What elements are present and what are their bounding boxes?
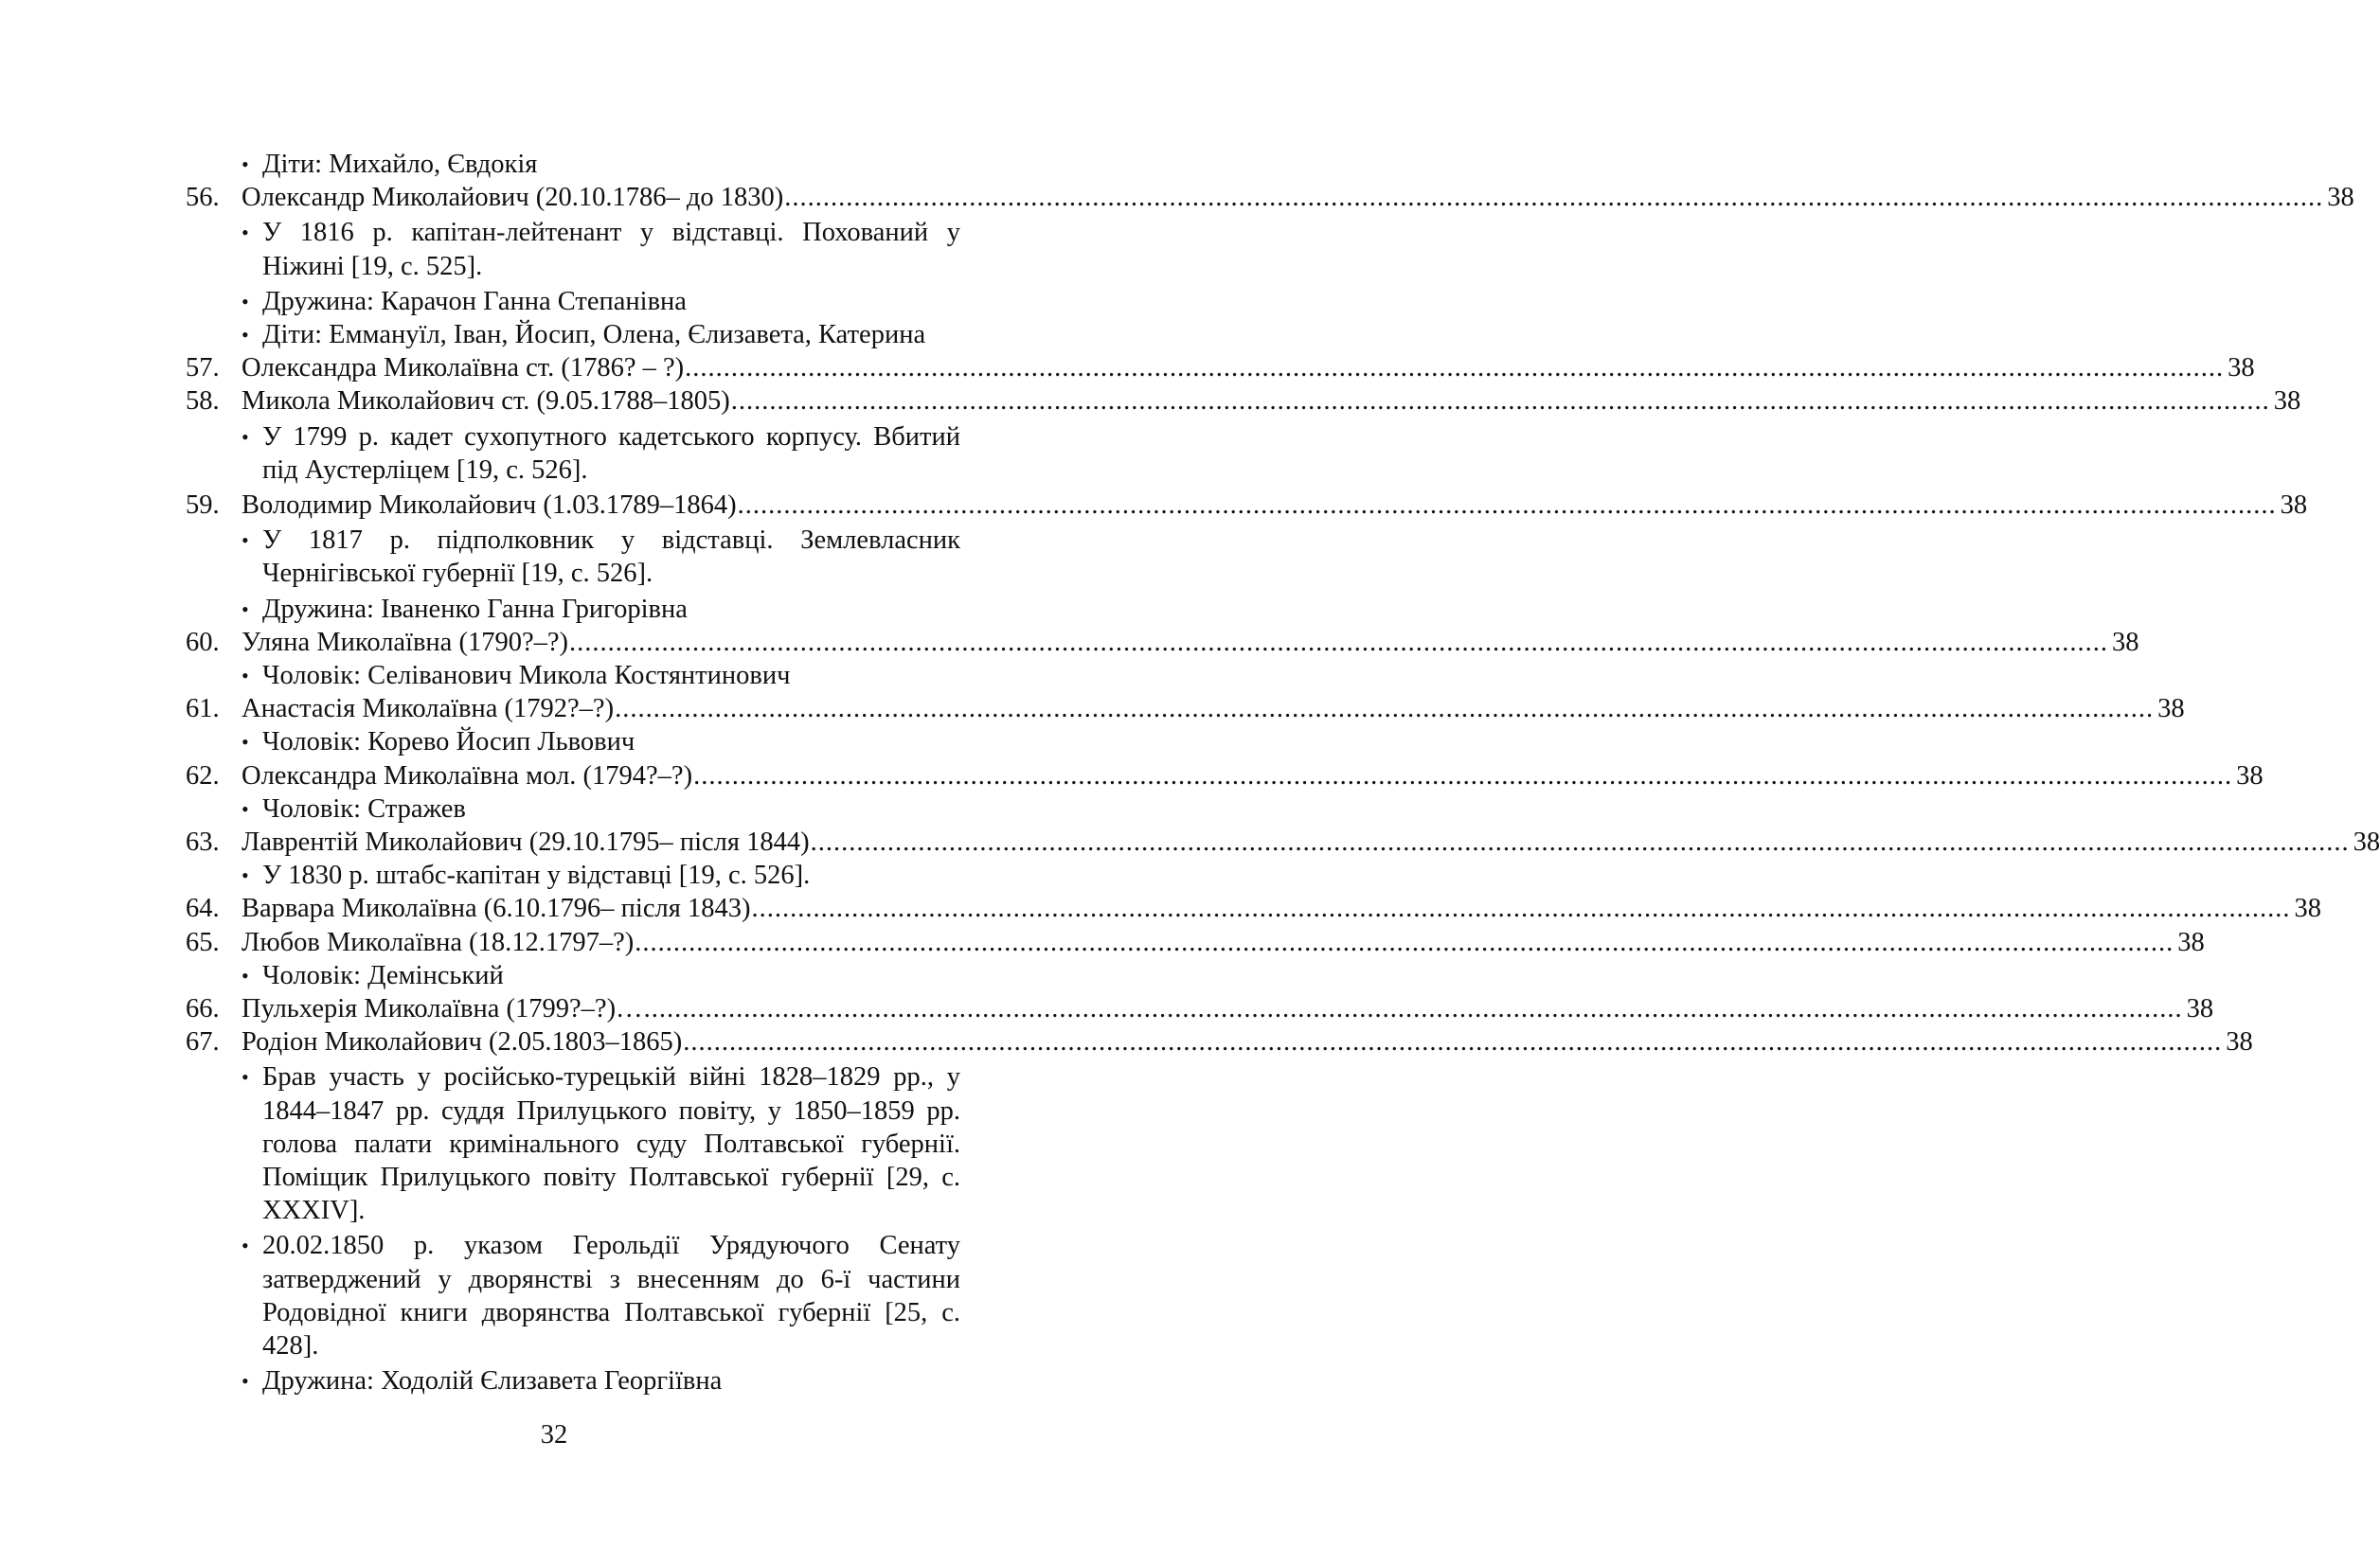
entry-number: 66.	[186, 993, 220, 1023]
bullet-note	[242, 1364, 960, 1397]
bullet-text: Чоловік: Селіванович Микола Костянтинович	[262, 660, 791, 690]
entry-page-number: 38	[2112, 627, 2139, 657]
bullet-icon: •	[242, 796, 249, 821]
bullet-icon: •	[242, 1234, 249, 1258]
dot-leader: ........................................................................................................................................................................................................	[730, 386, 2270, 417]
bullet-icon: •	[242, 424, 249, 449]
bullet-text: Чоловік: Корево Йосип Львович	[262, 727, 635, 757]
entry-page-number: 38	[2228, 353, 2255, 383]
bullet-note	[242, 859, 960, 892]
dot-leader: ........................................................................................................................................................................................................	[569, 627, 2108, 657]
entry-title: Олександра Миколаївна ст. (1786? – ?)	[242, 353, 685, 383]
bullet-icon: •	[242, 289, 249, 313]
bullet-text: Діти: Еммануїл, Іван, Йосип, Олена, Єлизавета, Катерина	[262, 320, 926, 349]
toc-entry	[186, 692, 2185, 725]
entry-number: 60.	[186, 627, 220, 657]
bullet-icon: •	[242, 863, 249, 888]
dot-leader: ........................................................................................................................................................................................................	[615, 694, 2155, 724]
entry-number: 58.	[186, 386, 220, 417]
toc-entry	[186, 626, 2139, 659]
bullet-icon: •	[242, 1065, 249, 1090]
entry-page-number: 38	[2327, 183, 2354, 213]
entry-number: 61.	[186, 694, 220, 724]
entry-number: 56.	[186, 183, 220, 213]
bullet-note	[242, 216, 960, 282]
dot-leader: ........................................................................................................................................................................................................	[685, 353, 2225, 383]
page-content	[186, 148, 2380, 1397]
entry-page-number: 38	[2353, 827, 2380, 857]
bullet-text: Дружина: Ходолій Єлизавета Георгіївна	[262, 1366, 723, 1397]
bullet-note	[242, 318, 960, 351]
bullet-text: Чоловік: Стражев	[262, 793, 466, 824]
bullet-icon: •	[242, 323, 249, 347]
bullet-text: Чоловік: Демінський	[262, 960, 504, 990]
bullet-icon: •	[242, 152, 249, 176]
toc-entry	[186, 759, 2264, 792]
entry-page-number: 38	[2236, 760, 2264, 791]
bullet-note	[242, 659, 960, 692]
dot-leader: ........................................................................................................................................................................................................	[643, 993, 2183, 1023]
entry-number: 64.	[186, 894, 220, 924]
entry-number: 67.	[186, 1027, 220, 1058]
toc-entry	[186, 489, 2308, 522]
entry-page-number: 38	[2157, 694, 2185, 724]
bullet-note	[242, 285, 960, 318]
entry-page-number: 38	[2186, 993, 2214, 1023]
bullet-icon: •	[242, 596, 249, 621]
bullet-icon: •	[242, 528, 249, 553]
entry-title: Анастасія Миколаївна (1792?–?)	[242, 694, 615, 724]
bullet-note	[242, 792, 960, 826]
bullet-text: Дружина: Карачон Ганна Степанівна	[262, 286, 687, 316]
bullet-note	[242, 725, 960, 758]
entry-title: Уляна Миколаївна (1790?–?)	[242, 627, 568, 657]
entry-title: Родіон Миколайович (2.05.1803–1865)	[242, 1027, 683, 1058]
bullet-text: Дружина: Іваненко Ганна Григорівна	[262, 594, 688, 624]
bullet-icon: •	[242, 1369, 249, 1394]
dot-leader: ........................................................................................................................................................................................................	[751, 894, 2291, 924]
entry-number: 62.	[186, 760, 220, 791]
bullet-text: 20.02.1850 р. указом Герольдії Урядуючого Сенату затверджений у дворянстві з внесенням до 6-ї частини Родовідної книги дворянства Полтавської губернії [25, с. 428].	[262, 1231, 960, 1361]
dot-leader: ........................................................................................................................................................................................................	[683, 1027, 2223, 1058]
bullet-icon: •	[242, 663, 249, 687]
toc-entry	[186, 926, 2205, 959]
bullet-note	[242, 959, 960, 992]
toc-entry	[186, 1025, 2253, 1059]
dot-leader: ........................................................................................................................................................................................................	[635, 927, 2174, 957]
entry-page-number: 38	[2226, 1027, 2253, 1058]
entry-title: Олександр Миколайович (20.10.1786– до 1830)	[242, 183, 784, 213]
entry-title: Олександра Миколаївна мол. (1794?–?)	[242, 760, 693, 791]
entry-title: Любов Миколаївна (18.12.1797–?)	[242, 927, 635, 957]
dot-leader: ........................................................................................................................................................................................................	[693, 760, 2233, 791]
entry-number: 63.	[186, 827, 220, 857]
bullet-text: У 1816 р. капітан-лейтенант у відставці. Похований у Ніжині [19, с. 525].	[262, 218, 960, 281]
bullet-icon: •	[242, 963, 249, 988]
entry-page-number: 38	[2273, 386, 2301, 417]
bullet-text: У 1799 р. кадет сухопутного кадетського корпусу. Вбитий під Аустерліцем [19, с. 526].	[262, 421, 960, 485]
bullet-icon: •	[242, 221, 249, 245]
toc-entry	[186, 992, 2214, 1025]
bullet-note	[242, 420, 960, 487]
entry-title: Пульхерія Миколаївна (1799?–?)…	[242, 993, 643, 1023]
entry-number: 57.	[186, 353, 220, 383]
page-number: 32	[540, 1420, 568, 1450]
entry-page-number: 38	[2177, 927, 2205, 957]
dot-leader: ........................................................................................................................................................................................................	[737, 489, 2277, 520]
toc-entry	[186, 892, 2321, 925]
toc-entry	[186, 351, 2255, 384]
bullet-text: Брав участь у російсько-турецькій війні 1828–1829 рр., у 1844–1847 рр. суддя Прилуцького повіту, у 1850–1859 рр. голова палати кримінального суду Полтавської губернії. Поміщик Прилуцького повіту Полтавської губернії [29, с. XXXIV].	[262, 1062, 960, 1226]
bullet-text: У 1830 р. штабс-капітан у відставці [19, с. 526].	[262, 861, 811, 891]
bullet-note	[242, 593, 960, 626]
bullet-note	[242, 1229, 960, 1362]
bullet-icon: •	[242, 730, 249, 755]
dot-leader: ........................................................................................................................................................................................................	[810, 827, 2350, 857]
entry-page-number: 38	[2294, 894, 2321, 924]
entry-number: 65.	[186, 927, 220, 957]
entry-title: Лаврентій Миколайович (29.10.1795– після 1844)	[242, 827, 810, 857]
dot-leader: ........................................................................................................................................................................................................	[784, 183, 2324, 213]
bullet-text: У 1817 р. підполковник у відставці. Землевласник Чернігівської губернії [19, с. 526].	[262, 525, 960, 589]
toc-entry	[186, 181, 2354, 214]
bullet-note	[242, 524, 960, 590]
entry-title: Володимир Миколайович (1.03.1789–1864)	[242, 489, 737, 520]
bullet-note	[242, 1060, 960, 1227]
entry-page-number: 38	[2280, 489, 2308, 520]
toc-entry	[186, 384, 2301, 418]
bullet-note	[242, 148, 960, 181]
bullet-text: Діти: Михайло, Євдокія	[262, 150, 538, 179]
toc-entry	[186, 826, 2380, 859]
entry-title: Микола Миколайович ст. (9.05.1788–1805)	[242, 386, 730, 417]
entry-number: 59.	[186, 489, 220, 520]
entry-title: Варвара Миколаївна (6.10.1796– після 1843)	[242, 894, 751, 924]
